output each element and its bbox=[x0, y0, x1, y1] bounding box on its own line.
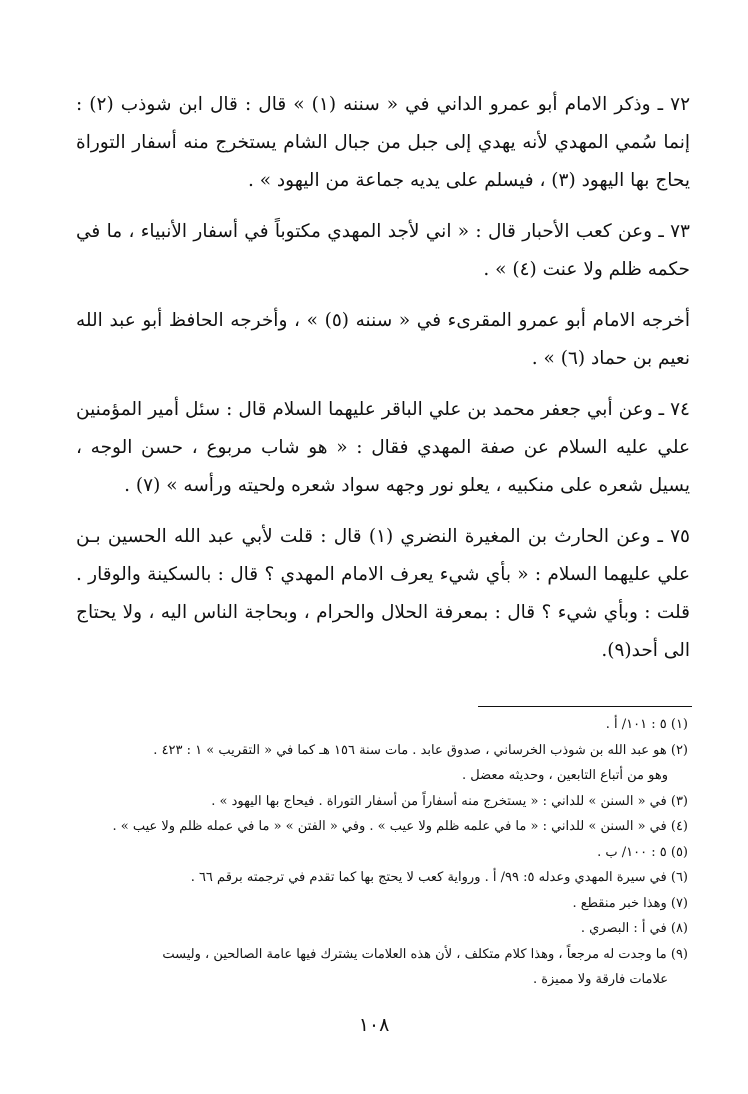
footnote-1: (١) ٥ : ١٠١/ أ . bbox=[605, 717, 688, 732]
footnote-7: (٧) وهذا خبر منقطع . bbox=[572, 895, 688, 911]
footnote-4: (٤) في « السنن » للداني : « ما في علمه ظلم ولا عيب » . وفي « الفتن » « ما في عمله ظلم ولا عيب » . bbox=[112, 819, 688, 834]
footnote-3: (٣) في « السنن » للداني : « يستخرج منه أسفاراً من أسفار التوراة . فيحاج بها اليهود » . bbox=[211, 793, 688, 809]
paragraph-75: ٧٥ ـ وعن الحارث بن المغيرة النضري (١) قال : قلت لأبي عبد الله الحسين بـن علي عليهما السلام : « بأي شيء يعرف الامام المهدي ؟ قال : بالسكينة والوقار . قلت : وبأي شيء ؟ قال : بمعرفة الحلال والحرام ، وبحاجة الناس اليه ، ولا يحتاج الى أحد(٩). bbox=[76, 526, 690, 661]
footnotes bbox=[90, 712, 688, 993]
page-number: ١٠٨ bbox=[358, 1014, 390, 1036]
footnote-2-continued: وهو من أتباع التابعين ، وحديثه معضل . bbox=[461, 768, 668, 783]
main-text bbox=[76, 86, 690, 683]
footnote-2: (٢) هو عبد الله بن شوذب الخرساني ، صدوق عابد . مات سنة ١٥٦ هـ كما في « التقريب » ١ : ٤٢٣ . bbox=[153, 742, 688, 758]
footnote-9-continued: علامات فارقة ولا مميزة . bbox=[532, 972, 668, 987]
paragraph-takhrij: أخرجه الامام أبو عمرو المقرىء في « سننه (٥) » ، وأخرجه الحافظ أبو عبد الله نعيم بن حماد (٦) » . bbox=[76, 310, 691, 369]
paragraph-74: ٧٤ ـ وعن أبي جعفر محمد بن علي الباقر عليهما السلام قال : سئل أمير المؤمنين علي عليه السلام عن صفة المهدي فقال : « هو شاب مربوع ، حسن الوجه ، يسيل شعره على منكبيه ، يعلو نور وجهه سواد شعره ولحيته ورأسه » (٧) . bbox=[76, 399, 690, 496]
footnote-5: (٥) ٥ : ١٠٠/ ب . bbox=[597, 844, 688, 860]
footnote-9: (٩) ما وجدت له مرجعاً ، وهذا كلام متكلف ، لأن هذه العلامات يشترك فيها عامة الصالحين ، وليست bbox=[162, 946, 688, 962]
paragraph-72: ٧٢ ـ وذكر الامام أبو عمرو الداني في « سننه (١) » قال : قال ابن شوذب (٢) : إنما سُمي المهدي لأنه يهدي إلى جبل من جبال الشام يستخرج منه أسفار التوراة يحاج بها اليهود (٣) ، فيسلم على يديه جماعة من اليهود » . bbox=[76, 94, 691, 191]
footnote-6: (٦) في سيرة المهدي وعدله ٥: ٩٩/ أ . ورواية كعب لا يحتج بها كما تقدم في ترجمته برقم ٦٦ . bbox=[190, 870, 688, 885]
footnote-divider bbox=[478, 706, 692, 707]
footnote-8: (٨) في أ : البصري . bbox=[580, 921, 688, 936]
paragraph-73: ٧٣ ـ وعن كعب الأحبار قال : « اني لأجد المهدي مكتوباً في أسفار الأنبياء ، ما في حكمه ظلم ولا عنت (٤) » . bbox=[76, 221, 690, 280]
